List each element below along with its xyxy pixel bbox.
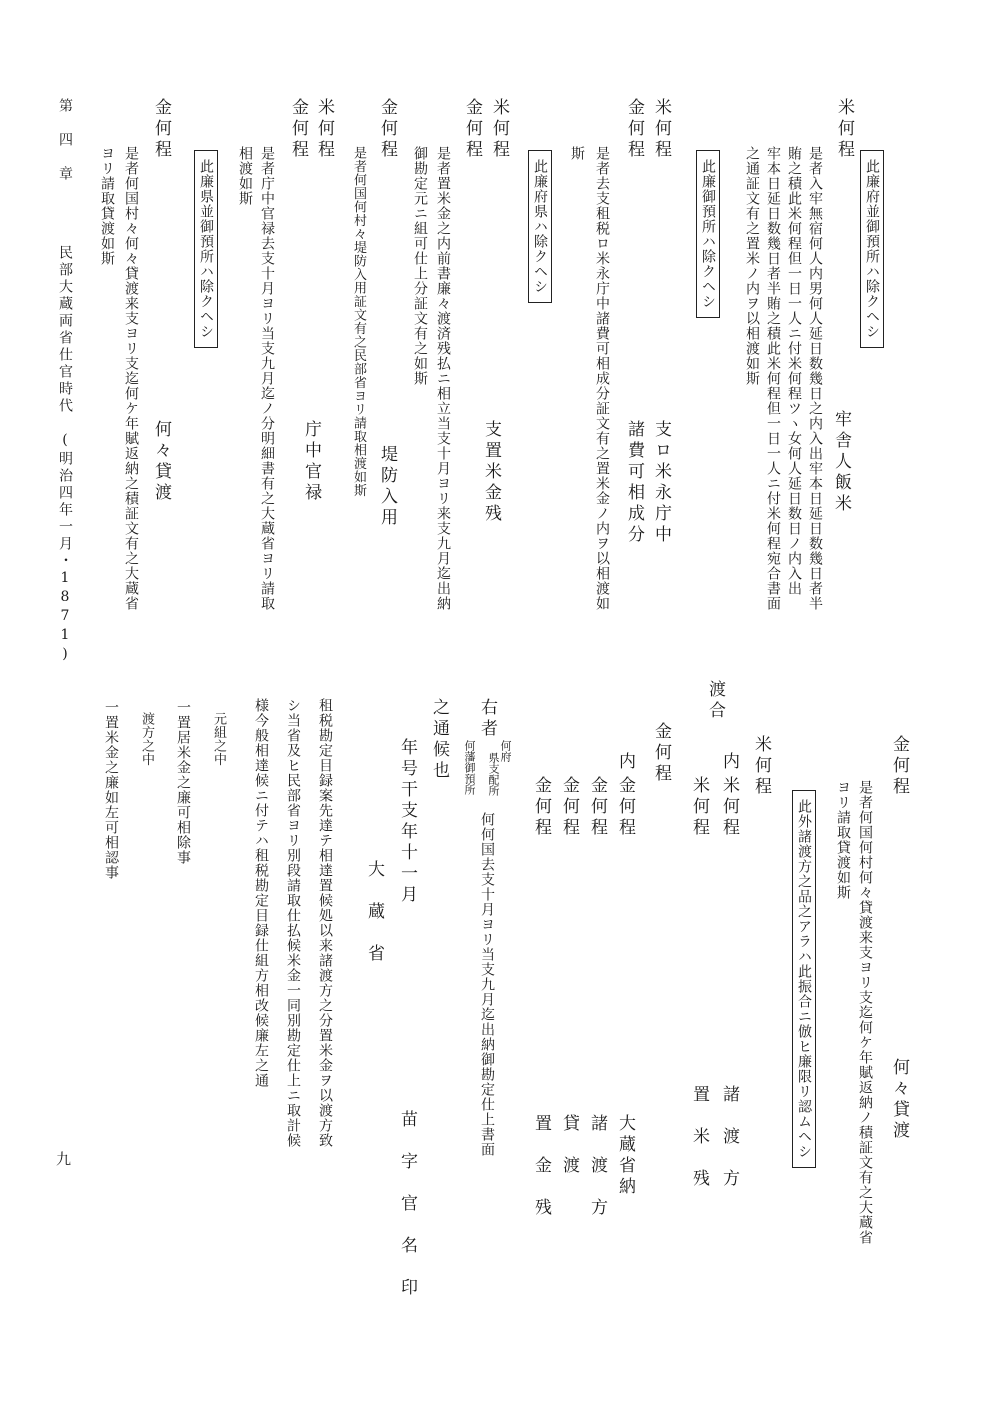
note-box: 此廉府並御預所ハ除クヘシ xyxy=(860,150,884,348)
body-line: 之通証文有之置米ノ内ヲ以相渡如斯 xyxy=(744,146,760,386)
item-label: 貸 渡 xyxy=(559,1114,579,1177)
rice-amount-heading: 米何程 xyxy=(751,735,771,798)
body-line: ヨリ請取貸渡如斯 xyxy=(835,780,851,900)
body-line: 是者何国村々何々貸渡来支ヨリ支迄何ケ年賦返納之積証文有之大蔵省 xyxy=(123,146,139,611)
item-label: 置 金 残 xyxy=(531,1114,551,1219)
closing-line: 何何国去支十月ヨリ当支九月迄出納御勘定仕上書面 xyxy=(479,812,495,1157)
note-box: 此廉御預所ハ除クヘシ xyxy=(696,150,720,318)
note-box: 此廉県並御預所ハ除クヘシ xyxy=(194,150,218,348)
rice-amount-heading: 米何程 xyxy=(489,98,509,161)
issuer-name: 大 蔵 省 xyxy=(364,860,384,965)
note-box: 此廉府県ハ除クヘシ xyxy=(528,150,552,303)
page-number: 九 xyxy=(56,1150,72,1168)
item-label: 支ロ米永庁中 xyxy=(651,420,671,546)
item-label: 何々貸渡 xyxy=(151,420,171,504)
money-amount-heading: 金何程 xyxy=(624,98,644,161)
money-amount-heading: 金何程 xyxy=(462,98,482,161)
body-line: シ当省及ヒ民部省ヨリ別段請取仕払候米金一同別勘定仕上ニ取計候 xyxy=(285,698,301,1148)
body-line: 相渡如斯 xyxy=(237,146,253,206)
rice-amount-line: 米何程 xyxy=(689,776,709,839)
rice-amount-heading: 米何程 xyxy=(651,98,671,161)
running-title: 民部大蔵両省仕官時代 (明治四年一月・1871) xyxy=(57,245,73,665)
item-label: 諸費可相成分 xyxy=(624,420,644,546)
body-line: 是者置米金之内前書廉々渡済残払ニ相立当支十月ヨリ来支九月迄出納 xyxy=(435,146,451,611)
body-line: 是者去支租税ロ米永庁中諸費可相成分証文有之置米金ノ内ヲ以相渡如 xyxy=(594,146,610,611)
money-amount-heading: 金何程 xyxy=(651,722,671,785)
inner-marker: 内 xyxy=(615,752,635,773)
item-label: 何々貸渡 xyxy=(889,1058,909,1142)
money-amount-line: 金何程 xyxy=(531,776,551,839)
list-item: 一置居米金之廉可相除事 xyxy=(175,700,191,865)
note-box: 此外諸渡方之品之アラハ此振合ニ倣ヒ廉限リ認ムヘシ xyxy=(792,790,816,1168)
body-line: 賄之積此米何程但一日一人ニ付米何程ツヽ女何人延日数日ノ内入出 xyxy=(786,146,802,596)
money-amount-heading: 金何程 xyxy=(151,98,171,161)
body-line: 牢本日延日数幾日者半賄之積此米何程但一日一人ニ付米何程宛合書面 xyxy=(765,146,781,611)
money-amount-line: 金何程 xyxy=(615,776,635,839)
sub-heading: 渡方之中 xyxy=(139,712,154,766)
item-label: 大蔵省納 xyxy=(615,1114,635,1198)
body-line: 是者何国何村々堤防入用証文有之民部省ヨリ請取相渡如斯 xyxy=(351,146,366,497)
body-line: 様今般相達候ニ付テハ租税勘定目録仕組方相改候廉左之通 xyxy=(253,698,269,1088)
body-line: 斯 xyxy=(569,146,585,161)
rice-amount-line: 米何程 xyxy=(719,776,739,839)
money-amount-line: 金何程 xyxy=(587,776,607,839)
chapter-label: 第 四 章 xyxy=(57,98,73,183)
list-item: 一置米金之廉如左可相認事 xyxy=(103,700,119,880)
jurisdiction-note: 県支配所 xyxy=(487,752,500,796)
jurisdiction-note: 何府 xyxy=(499,740,512,762)
rice-amount-heading: 米何程 xyxy=(314,98,334,161)
money-amount-heading: 金何程 xyxy=(288,98,308,161)
body-line: 是者庁中官禄去支十月ヨリ当支九月迄ノ分明細書有之大蔵省ヨリ請取 xyxy=(259,146,275,611)
jurisdiction-note: 何藩御預所 xyxy=(463,740,476,795)
body-line: ヨリ請取貸渡如斯 xyxy=(99,146,115,266)
money-amount-heading: 金何程 xyxy=(889,735,909,798)
body-line: 御勘定元ニ組可仕上分証文有之如斯 xyxy=(412,146,428,386)
item-label: 諸 渡 方 xyxy=(719,1085,739,1190)
body-line: 租税勘定目録案先達テ相達置候処以来諸渡方之分置米金ヲ以渡方致 xyxy=(317,698,333,1148)
closing-line: 右者 xyxy=(477,698,497,740)
item-label: 諸 渡 方 xyxy=(587,1114,607,1219)
item-label: 牢舎人飯米 xyxy=(831,410,851,515)
rice-amount-heading: 米何程 xyxy=(834,98,854,161)
body-line: 是者入牢無宿何人内男何人延日数幾日之内入出牢本日延日数幾日者半 xyxy=(807,146,823,611)
section-heading: 渡合 xyxy=(705,680,725,722)
body-line: 是者何国何村何々貸渡来支ヨリ支迄何ケ年賦返納ノ積証文有之大蔵省 xyxy=(857,780,873,1245)
money-amount-line: 金何程 xyxy=(559,776,579,839)
item-label: 庁中官禄 xyxy=(301,420,321,504)
item-label: 置 米 残 xyxy=(689,1085,709,1190)
sub-heading: 元組之中 xyxy=(211,712,226,766)
money-amount-heading: 金何程 xyxy=(377,98,397,161)
inner-marker: 内 xyxy=(719,752,739,773)
date-line: 年号干支年十一月 xyxy=(397,738,417,906)
closing-line: 之通候也 xyxy=(429,698,449,782)
item-label: 堤防入用 xyxy=(377,445,397,529)
signature-line: 苗 字 官 名 印 xyxy=(397,1110,417,1299)
item-label: 支置米金残 xyxy=(481,420,501,525)
